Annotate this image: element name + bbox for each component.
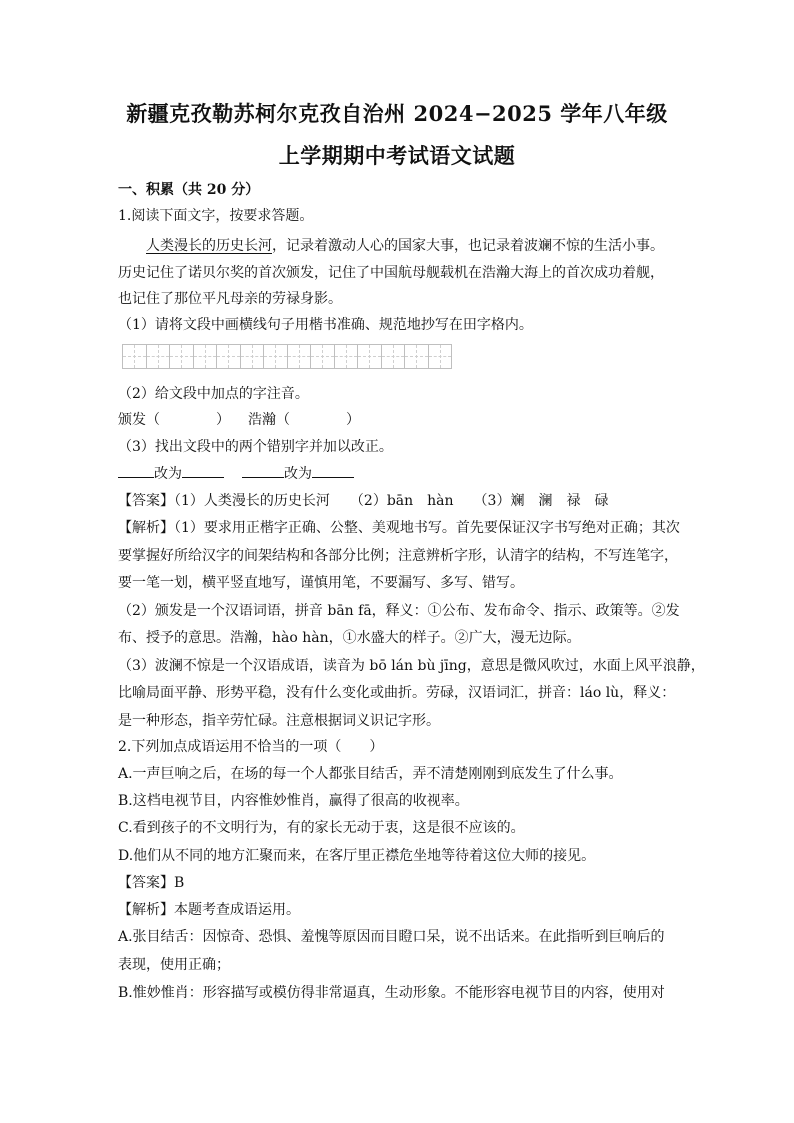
grid-cell[interactable] <box>263 344 288 369</box>
q1-passage-line3: 也记住了那位平凡母亲的劳禄身影。 <box>118 291 342 307</box>
q2-option-d[interactable]: D.他们从不同的地方汇聚而来，在客厅里正襟危坐地等待着这位大师的接见。 <box>118 848 596 864</box>
answer-label: 【答案】 <box>118 493 174 509</box>
grid-cell[interactable] <box>404 344 429 369</box>
correct-char-blank2[interactable] <box>312 463 354 478</box>
grid-cell[interactable] <box>334 344 359 369</box>
answer-part2: （2）bān hàn <box>349 493 454 509</box>
q1-analysis-2a: （2）颁发是一个汉语词语，拼音 bān fā，释义：①公布、发布命令、指示、政策等。②发 <box>118 603 680 619</box>
q2-option-c[interactable]: C.看到孩子的不文明行为，有的家长无动于衷，这是很不应该的。 <box>118 820 525 836</box>
q1-analysis-2b: 布、授予的意思。浩瀚，hào hàn，①水盛大的样子。②广大，漫无边际。 <box>118 630 581 646</box>
q1-analysis-3a: （3）波澜不惊是一个汉语成语，读音为 bō lán bù jīng，意思是微风吹过，水面上风平浪静， <box>118 658 705 674</box>
exam-title-line1: 新疆克孜勒苏柯尔克孜自治州 2024−2025 学年八年级 <box>126 101 668 126</box>
answer-part3: （3）斓 澜 禄 碌 <box>473 493 609 509</box>
q1-answer <box>118 491 678 511</box>
q2-option-b[interactable]: B.这档电视节目，内容惟妙惟肖，赢得了很高的收视率。 <box>118 793 469 809</box>
pinyin-word1: 颁发（ <box>118 412 160 428</box>
passage-line1-rest: ，记录着激动人心的国家大事，也记录着波斓不惊的生活小事。 <box>272 238 664 254</box>
q2-analysis-a2: 表现，使用正确； <box>118 957 230 973</box>
q2-answer <box>118 873 678 893</box>
pinyin-blanks <box>118 410 678 430</box>
answer-part1: （1）人类漫长的历史长河 <box>174 493 330 509</box>
q2-answer-label: 【答案】 <box>118 875 174 891</box>
grid-cell[interactable] <box>193 344 218 369</box>
q2-analysis-b1: B.惟妙惟肖：形容描写或模仿得非常逼真，生动形象。不能形容电视节目的内容，使用对 <box>118 985 665 1001</box>
analysis-label: 【解析】 <box>118 520 174 536</box>
grid-cell[interactable] <box>169 344 194 369</box>
correction-blanks <box>118 463 678 484</box>
change-to-label2: 改为 <box>284 466 312 482</box>
q1-analysis-1a <box>118 518 678 538</box>
analysis-text: （1）要求用正楷字正确、公整、美观地书写。首先要保证汉字书写绝对正确；其次 <box>174 520 680 536</box>
grid-cell[interactable] <box>240 344 265 369</box>
underlined-sentence: 人类漫长的历史长河 <box>146 238 272 254</box>
q2-analysis-text: 本题考查成语运用。 <box>174 902 300 918</box>
section-heading: 一、积累（共 20 分） <box>118 182 260 198</box>
grid-cell[interactable] <box>310 344 335 369</box>
tianzige-grid[interactable] <box>122 344 452 369</box>
pinyin-close1: ） <box>216 412 230 428</box>
grid-cell[interactable] <box>381 344 406 369</box>
grid-cell[interactable] <box>122 344 147 369</box>
pinyin-close2: ） <box>346 412 360 428</box>
grid-cell[interactable] <box>428 344 453 369</box>
q1-sub2: （2）给文段中加点的字注音。 <box>118 386 309 402</box>
grid-cell[interactable] <box>357 344 382 369</box>
q2-analysis-a1: A.张目结舌：因惊奇、恐惧、羞愧等原因而目瞪口呆，说不出话来。在此指听到巨响后的 <box>118 929 665 945</box>
q1-stem: 1.阅读下面文字，按要求答题。 <box>118 208 314 224</box>
wrong-char-blank2[interactable] <box>242 463 284 478</box>
q1-analysis-1c: 要一笔一划，横平竖直地写，谨慎用笔，不要漏写、多写、错写。 <box>118 575 524 591</box>
q1-passage-line2: 历史记住了诺贝尔奖的首次颁发，记住了中国航母舰载机在浩瀚大海上的首次成功着舰， <box>118 265 664 281</box>
grid-cell[interactable] <box>146 344 171 369</box>
q1-analysis-1b: 要掌握好所给汉字的间架结构和各部分比例；注意辨析字形，认清字的结构，不写连笔字， <box>118 548 678 564</box>
change-to-label1: 改为 <box>154 466 182 482</box>
correct-char-blank1[interactable] <box>182 463 224 478</box>
q2-analysis-label: 【解析】 <box>118 902 174 918</box>
q2-stem: 2.下列加点成语运用不恰当的一项（ ） <box>118 739 384 755</box>
q1-analysis-3c: 是一种形态，指辛劳忙碌。注意根据词义识记字形。 <box>118 713 440 729</box>
q1-passage-line1 <box>118 236 678 256</box>
grid-cell[interactable] <box>287 344 312 369</box>
wrong-char-blank1[interactable] <box>118 463 154 478</box>
grid-cell[interactable] <box>216 344 241 369</box>
q1-sub1: （1）请将文段中画横线句子用楷书准确、规范地抄写在田字格内。 <box>118 317 533 333</box>
exam-title-line2: 上学期期中考试语文试题 <box>278 143 516 168</box>
q2-analysis-intro <box>118 900 678 920</box>
q1-analysis-3b: 比喻局面平静、形势平稳，没有什么变化或曲折。劳碌，汉语词汇，拼音：láo lù，释义： <box>118 685 676 701</box>
q1-sub3: （3）找出文段中的两个错别字并加以改正。 <box>118 439 393 455</box>
q2-option-a[interactable]: A.一声巨响之后，在场的每一个人都张目结舌，弄不清楚刚刚到底发生了什么事。 <box>118 766 623 782</box>
pinyin-word2: 浩瀚（ <box>248 412 290 428</box>
q2-answer-value: B <box>174 875 185 891</box>
